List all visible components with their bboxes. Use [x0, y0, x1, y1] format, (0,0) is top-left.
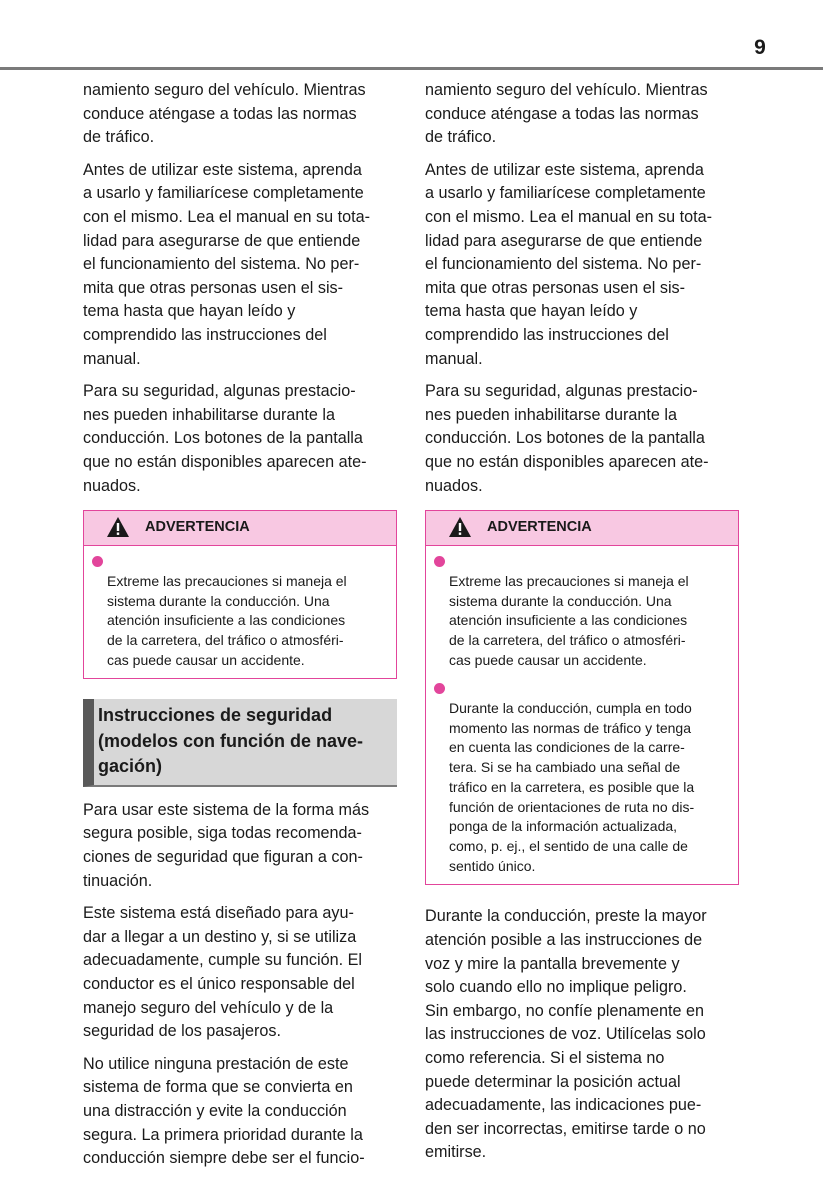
paragraph: Para su seguridad, algunas prestacio- nes pueden inhabilitarse durante la conducción. Los botones de la pantalla que no están disponibles aparecen ate- nuados.: [83, 382, 367, 495]
left-column: [83, 79, 397, 1180]
bullet-dot-icon: [434, 556, 445, 567]
paragraph: No utilice ninguna prestación de este sistema de forma que se convierta en una distracción y evite la conducción segura. La primera prioridad durante la conducción siempre debe ser el funcio-: [83, 1054, 365, 1168]
page-number: 9: [754, 36, 766, 59]
warning-triangle-icon: [106, 516, 130, 538]
warning-triangle-icon: [448, 516, 472, 538]
warning-item: [434, 679, 730, 876]
warning-body: [426, 546, 738, 884]
paragraph: Durante la conducción, preste la mayor atención posible a las instrucciones de voz y mire la pantalla brevemente y solo cuando ello no implique peligro. Sin embargo, no confíe plenamente en las instrucciones de voz. Utilícelas solo como referencia. Si el sistema no puede determinar la posición actual adecuadamente, las indicaciones pue- den ser incorrectas, emitirse tarde o no emitirse.: [425, 907, 707, 1162]
warning-header: [84, 511, 396, 546]
paragraph: Para su seguridad, algunas prestacio- nes pueden inhabilitarse durante la conducción. Los botones de la pantalla que no están disponibles aparecen ate- nuados.: [425, 382, 709, 495]
warning-box: [83, 510, 397, 679]
right-column: [425, 79, 739, 1174]
bullet-dot-icon: [434, 683, 445, 694]
warning-body: [84, 546, 396, 678]
paragraph: namiento seguro del vehículo. Mientras conduce aténgase a todas las normas de tráfico.: [425, 81, 708, 147]
section-heading-box: [83, 699, 397, 787]
warning-title: ADVERTENCIA: [487, 519, 592, 536]
warning-title: ADVERTENCIA: [145, 519, 250, 536]
section-title: Instrucciones de seguridad (modelos con función de nave- gación): [98, 705, 364, 777]
paragraph: Este sistema está diseñado para ayu- dar a llegar a un destino y, si se utiliza adecuadamente, cumple su función. El conductor es el único responsable del manejo seguro del vehículo y de la seguridad de los pasajeros.: [83, 904, 362, 1041]
paragraph: Antes de utilizar este sistema, aprenda a usarlo y familiarícese completamente con el mismo. Lea el manual en su tota- lidad para asegurarse de que entiende el funcionamiento del sistema. No per- mita que otras personas usen el sis- tema hasta que hayan leído y comprendido las instrucciones del manual.: [425, 160, 713, 368]
warning-item: [92, 552, 388, 670]
warning-item-text: Extreme las precauciones si maneja el sistema durante la conducción. Una atención insuficiente a las condiciones de la carretera, del tráfico o atmosféri- cas puede causar un accidente.: [107, 572, 347, 668]
warning-header: [426, 511, 738, 546]
paragraph: Para usar este sistema de la forma más segura posible, siga todas recomenda- ciones de seguridad que figuran a con- tinuación.: [83, 800, 370, 890]
warning-box: [425, 510, 739, 885]
paragraph: namiento seguro del vehículo. Mientras conduce aténgase a todas las normas de tráfico.: [83, 81, 366, 147]
warning-item-text: Extreme las precauciones si maneja el sistema durante la conducción. Una atención insuficiente a las condiciones de la carretera, del tráfico o atmosféri- cas puede causar un accidente.: [449, 572, 689, 668]
warning-item: [434, 552, 730, 670]
bullet-dot-icon: [92, 556, 103, 567]
warning-item-text: Durante la conducción, cumpla en todo momento las normas de tráfico y tenga en cuenta las condiciones de la carre- tera. Si se ha cambiado una señal de tráfico en la carretera, es posible que la función de orientaciones de ruta no dis- ponga de la información actualizada, como, p. ej., el sentido de una calle de sentido único.: [449, 700, 695, 874]
paragraph: Antes de utilizar este sistema, aprenda a usarlo y familiarícese completamente con el mismo. Lea el manual en su tota- lidad para asegurarse de que entiende el funcionamiento del sistema. No per- mita que otras personas usen el sis- tema hasta que hayan leído y comprendido las instrucciones del manual.: [83, 160, 371, 368]
header-rule: [0, 67, 823, 70]
